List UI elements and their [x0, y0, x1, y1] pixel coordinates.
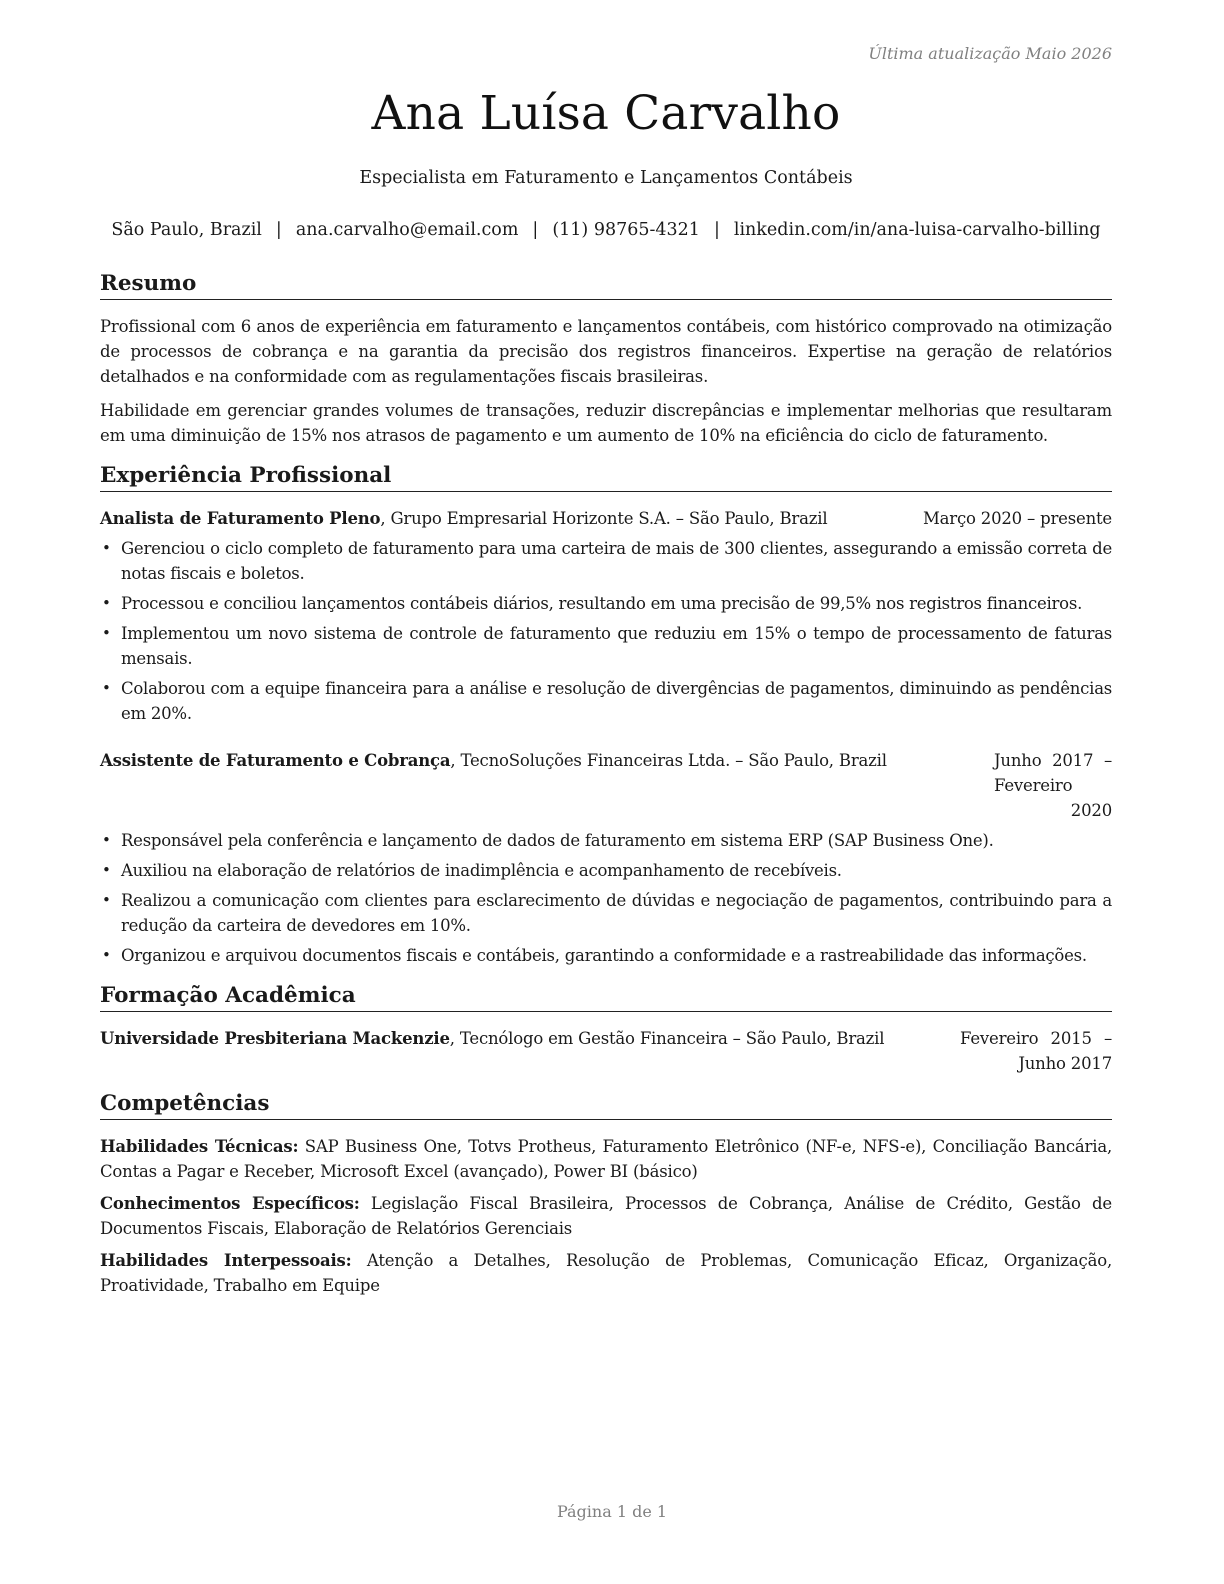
education-entry [100, 1026, 1112, 1076]
contact-separator: | [532, 220, 539, 240]
bullet-icon: • [102, 539, 111, 557]
skill-group-label: Habilidades Técnicas: [100, 1137, 299, 1156]
summary-paragraph: Habilidade em gerenciar grandes volumes de transações, reduzir discrepâncias e implementar melhorias que resultaram em uma diminuição de 15% nos atrasos de pagamento e um aumento de 10% na eficiência do ciclo de faturamento. [100, 401, 1112, 445]
contact-linkedin[interactable]: linkedin.com/in/ana-luisa-carvalho-billing [733, 220, 1101, 240]
list-item: • Auxiliou na elaboração de relatórios de inadimplência e acompanhamento de recebíveis. [100, 858, 1112, 883]
list-item: • Colaborou com a equipe financeira para a análise e resolução de divergências de pagamentos, diminuindo as pendências em 20%. [100, 676, 1112, 726]
bullet-icon: • [102, 679, 111, 697]
skill-group [100, 1248, 1112, 1298]
job-entry [100, 506, 1112, 726]
contact-location: São Paulo, Brazil [111, 220, 262, 240]
skill-group-label: Conhecimentos Específicos: [100, 1194, 360, 1213]
skill-group-label: Habilidades Interpessoais: [100, 1251, 352, 1270]
summary-section [100, 270, 1112, 448]
education-dates: Fevereiro 2015 – Junho 2017 [960, 1029, 1112, 1073]
job-header [100, 506, 1112, 531]
list-item: • Organizou e arquivou documentos fiscais e contábeis, garantindo a conformidade e a rastreabilidade das informações. [100, 943, 1112, 968]
job-bullets [100, 536, 1112, 726]
list-item: • Gerenciou o ciclo completo de faturamento para uma carteira de mais de 300 clientes, assegurando a emissão correta de notas fiscais e boletos. [100, 536, 1112, 586]
job-header [100, 748, 1112, 823]
section-title-experience: Experiência Profissional [100, 462, 1112, 492]
section-title-education: Formação Acadêmica [100, 982, 1112, 1012]
candidate-name: Ana Luísa Carvalho [371, 86, 841, 141]
job-bullets [100, 828, 1112, 968]
resume-content [100, 270, 1112, 1312]
bullet-icon: • [102, 946, 111, 964]
education-section [100, 982, 1112, 1076]
contact-separator: | [713, 220, 720, 240]
summary-paragraph: Profissional com 6 anos de experiência em faturamento e lançamentos contábeis, com histórico comprovado na otimização de processos de cobrança e na garantia da precisão dos registros financeiros. Expertise na geração de relatórios detalhados e na conformidade com as regulamentações fiscais brasileiras. [100, 317, 1112, 386]
contact-phone: (11) 98765-4321 [552, 220, 700, 240]
bullet-icon: • [102, 831, 111, 849]
job-role: Assistente de Faturamento e Cobrança [100, 751, 451, 770]
list-item: • Realizou a comunicação com clientes para esclarecimento de dúvidas e negociação de pagamentos, contribuindo para a redução da carteira de devedores em 10%. [100, 888, 1112, 938]
bullet-icon: • [102, 861, 111, 879]
contact-line [100, 220, 1112, 240]
job-role: Analista de Faturamento Pleno [100, 509, 381, 528]
list-item: • Implementou um novo sistema de controle de faturamento que reduziu em 15% o tempo de processamento de faturas mensais. [100, 621, 1112, 671]
last-updated: Última atualização Maio 2026 [868, 44, 1112, 63]
job-dates: Junho 2017 – Fevereiro 2020 [994, 751, 1112, 820]
job-entry [100, 748, 1112, 968]
section-title-skills: Competências [100, 1090, 1112, 1120]
bullet-icon: • [102, 891, 111, 909]
list-item: • Responsável pela conferência e lançamento de dados de faturamento em sistema ERP (SAP Business One). [100, 828, 1112, 853]
headline: Especialista em Faturamento e Lançamentos Contábeis [359, 168, 853, 188]
page-number: Página 1 de 1 [556, 1502, 668, 1521]
job-company: , Grupo Empresarial Horizonte S.A. – São Paulo, Brazil [380, 509, 828, 528]
job-dates: Março 2020 – presente [922, 509, 1112, 528]
list-item: • Processou e conciliou lançamentos contábeis diários, resultando em uma precisão de 99,5% nos registros financeiros. [100, 591, 1112, 616]
skill-group [100, 1134, 1112, 1184]
education-school: Universidade Presbiteriana Mackenzie [100, 1029, 450, 1048]
skills-section [100, 1090, 1112, 1298]
job-company: , TecnoSoluções Financeiras Ltda. – São Paulo, Brazil [450, 751, 887, 770]
contact-email[interactable]: ana.carvalho@email.com [295, 220, 519, 240]
skill-group-text: SAP Business One, Totvs Protheus, Faturamento Eletrônico (NF-e, NFS-e), Conciliação Bancária, Contas a Pagar e Receber, Microsoft Excel (avançado), Power BI (básico) [100, 1137, 1113, 1181]
skill-group-text: Legislação Fiscal Brasileira, Processos de Cobrança, Análise de Crédito, Gestão de Documentos Fiscais, Elaboração de Relatórios Gerenciais [100, 1194, 1112, 1238]
bullet-icon: • [102, 624, 111, 642]
education-detail: , Tecnólogo em Gestão Financeira – São Paulo, Brazil [449, 1029, 885, 1048]
contact-separator: | [275, 220, 282, 240]
bullet-icon: • [102, 594, 111, 612]
experience-section [100, 462, 1112, 968]
skill-group-text: Atenção a Detalhes, Resolução de Problemas, Comunicação Eficaz, Organização, Proatividade, Trabalho em Equipe [100, 1251, 1112, 1295]
skill-group [100, 1191, 1112, 1241]
section-title-summary: Resumo [100, 270, 1112, 300]
